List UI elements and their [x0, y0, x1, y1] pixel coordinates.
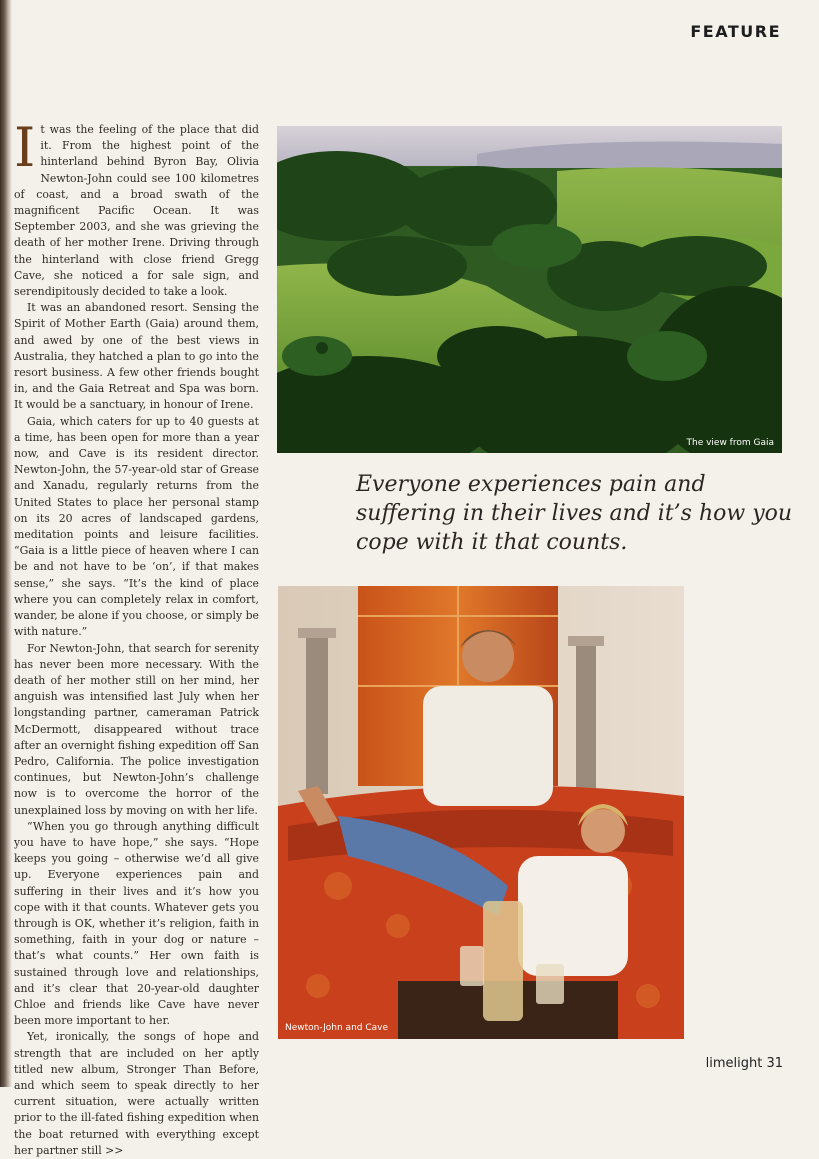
drop-cap: I — [14, 116, 36, 179]
page-spine-shadow — [0, 0, 12, 1087]
article-paragraph-3: Gaia, which caters for up to 40 guests at a time, has been open for more than a year now, and Cave is its resident director. Newton-John, the 57-year-old star of Grease and Xanadu, regularly returns from the United States to place her personal stamp on its 20 acres of landscaped gardens, meditation points and leisure facilities. “Gaia is a little piece of heaven where I can be and not have to be ‘on’, if that makes sense,” she says. “It’s the kind of place where you can completely relax in comfort, wander, be alone if you choose, or simply be with nature.” — [14, 414, 259, 639]
portrait-caption: Newton-John and Cave — [285, 1023, 389, 1033]
landscape-photo — [277, 126, 782, 453]
page-folio: limelight 31 — [705, 1056, 783, 1071]
pull-quote: Everyone experiences pain and suffering in their lives and it’s how you cope with it that counts. — [356, 472, 793, 555]
article-paragraph-5: “When you go through anything difficult you have to have hope,” she says. “Hope keeps you going – otherwise we’d all give up. Everyone experiences pain and suffering in their lives and it’s how you cope with it that counts. Whatever gets you through is OK, whether it’s religion, faith in something, faith in your dog or nature – that’s what counts.” Her own faith is sustained through love and relationships, and it’s clear that 20-year-old daughter Chloe and friends like Cave have never been more important to her. — [14, 819, 259, 1028]
landscape-caption: The view from Gaia — [686, 438, 774, 448]
article-paragraph-4: For Newton-John, that search for serenity has never been more necessary. With the death of her mother still on her mind, her anguish was intensified last July when her longstanding partner, cameraman Patrick McDermott, disappeared without trace after an overnight fishing expedition off San Pedro, California. The police investigation continues, but Newton-John’s challenge now is to overcome the horror of the unexplained loss by moving on with her life. — [14, 641, 259, 817]
article-paragraph-1: t was the feeling of the place that did it. From the highest point of the hinterland behind Byron Bay, Olivia Newton-John could see 100 kilometres of coast, and a broad swath of the magnificent Pacific Ocean. It was September 2003, and she was grieving the death of her mother Irene. Driving through the hinterland with close friend Gregg Cave, she noticed a for sale sign, and serendipitously decided to take a look. — [14, 123, 259, 299]
article-paragraph-6: Yet, ironically, the songs of hope and strength that are included on her aptly titled new album, Stronger Than Before, and which seem to speak directly to her current situation, were actually written prior to the ill-fated fishing expedition when the boat returned with everything except her partner still >> — [14, 1030, 259, 1157]
article-paragraph-2: It was an abandoned resort. Sensing the Spirit of Mother Earth (Gaia) around them, and awed by one of the best views in Australia, they hatched a plan to go into the resort business. A few other friends bought in, and the Gaia Retreat and Spa was born. It would be a sanctuary, in honour of Irene. — [14, 301, 259, 412]
section-label: FEATURE — [690, 22, 781, 41]
article-body — [14, 116, 259, 1159]
portrait-photo — [278, 586, 684, 1039]
landscape-illustration — [277, 126, 782, 453]
portrait-illustration — [278, 586, 684, 1039]
